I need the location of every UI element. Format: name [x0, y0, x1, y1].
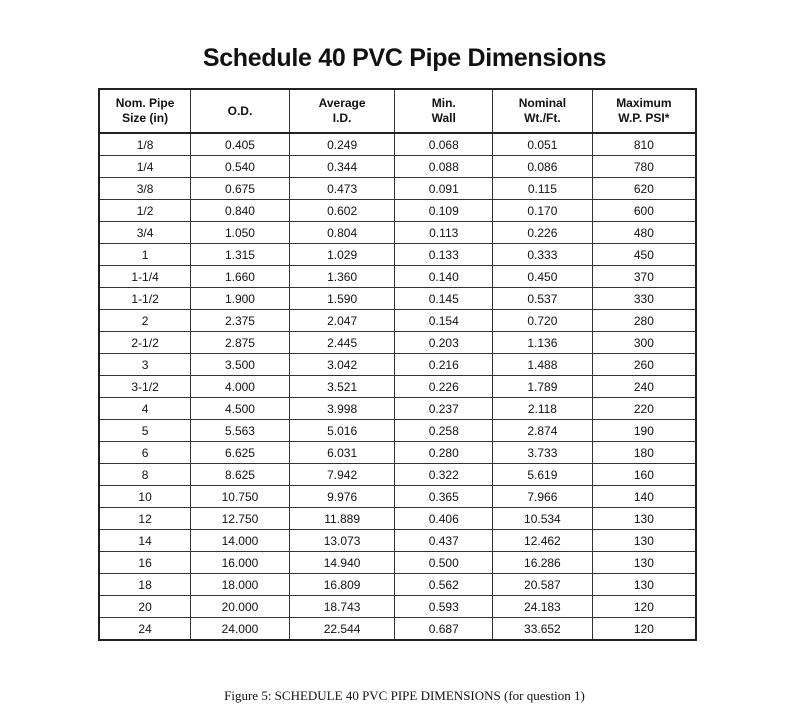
table-cell: 0.405: [191, 133, 290, 156]
table-cell: 6: [99, 442, 191, 464]
table-cell: 12.750: [191, 508, 290, 530]
table-cell: 140: [592, 486, 696, 508]
table-cell: 0.226: [493, 222, 593, 244]
table-cell: 16.000: [191, 552, 290, 574]
header-average-id-line: Average: [318, 96, 366, 110]
table-cell: 190: [592, 420, 696, 442]
table-row: [99, 332, 696, 354]
table-row: [99, 464, 696, 486]
table-cell: 10.534: [493, 508, 593, 530]
table-cell: 0.687: [395, 618, 493, 641]
table-cell: 120: [592, 596, 696, 618]
table-cell: 3.998: [289, 398, 395, 420]
table-body: [99, 133, 696, 640]
table-cell: 600: [592, 200, 696, 222]
table-cell: 0.258: [395, 420, 493, 442]
table-cell: 4.000: [191, 376, 290, 398]
table-cell: 1/8: [99, 133, 191, 156]
table-cell: 0.537: [493, 288, 593, 310]
header-max-wp-psi-line: W.P. PSI*: [618, 111, 670, 125]
header-nominal-wt: [493, 89, 593, 133]
table-cell: 0.237: [395, 398, 493, 420]
header-average-id-line: I.D.: [332, 111, 352, 125]
table-row: [99, 244, 696, 266]
table-cell: 7.966: [493, 486, 593, 508]
table-cell: 1.315: [191, 244, 290, 266]
table-cell: 1.360: [289, 266, 395, 288]
table-cell: 0.170: [493, 200, 593, 222]
table-cell: 13.073: [289, 530, 395, 552]
table-cell: 1.488: [493, 354, 593, 376]
table-cell: 22.544: [289, 618, 395, 641]
header-max-wp-psi-line: Maximum: [616, 96, 672, 110]
table-cell: 14.940: [289, 552, 395, 574]
table-cell: 1/2: [99, 200, 191, 222]
header-max-wp-psi: [592, 89, 696, 133]
table-cell: 20.000: [191, 596, 290, 618]
table-cell: 5.016: [289, 420, 395, 442]
table-cell: 7.942: [289, 464, 395, 486]
table-cell: 0.109: [395, 200, 493, 222]
table-cell: 1.590: [289, 288, 395, 310]
table-cell: 0.593: [395, 596, 493, 618]
table-cell: 16.809: [289, 574, 395, 596]
table-cell: 620: [592, 178, 696, 200]
table-cell: 12: [99, 508, 191, 530]
table-cell: 0.068: [395, 133, 493, 156]
header-min-wall: [395, 89, 493, 133]
table-cell: 2.047: [289, 310, 395, 332]
table-cell: 12.462: [493, 530, 593, 552]
table-cell: 0.500: [395, 552, 493, 574]
table-row: [99, 133, 696, 156]
table-cell: 0.344: [289, 156, 395, 178]
header-row: [99, 89, 696, 133]
pipe-dimensions-table: [98, 88, 697, 641]
header-nom-pipe-size-line: Size (in): [122, 111, 169, 125]
table-cell: 14: [99, 530, 191, 552]
table-cell: 0.088: [395, 156, 493, 178]
table-row: [99, 376, 696, 398]
table-cell: 130: [592, 574, 696, 596]
header-od: [191, 89, 290, 133]
table-cell: 2.445: [289, 332, 395, 354]
table-cell: 1.050: [191, 222, 290, 244]
table-cell: 330: [592, 288, 696, 310]
table-row: [99, 178, 696, 200]
table-cell: 0.333: [493, 244, 593, 266]
table-cell: 0.450: [493, 266, 593, 288]
table-row: [99, 398, 696, 420]
table-cell: 0.280: [395, 442, 493, 464]
table-cell: 450: [592, 244, 696, 266]
table-cell: 5: [99, 420, 191, 442]
table-cell: 1: [99, 244, 191, 266]
table-cell: 3.500: [191, 354, 290, 376]
table-cell: 1.660: [191, 266, 290, 288]
table-cell: 160: [592, 464, 696, 486]
table-cell: 120: [592, 618, 696, 641]
table-cell: 0.145: [395, 288, 493, 310]
table-row: [99, 486, 696, 508]
table-cell: 0.115: [493, 178, 593, 200]
header-od-line: O.D.: [227, 103, 253, 118]
table-cell: 10: [99, 486, 191, 508]
table-cell: 3: [99, 354, 191, 376]
table-cell: 6.625: [191, 442, 290, 464]
table-cell: 10.750: [191, 486, 290, 508]
table-row: [99, 530, 696, 552]
table-row: [99, 266, 696, 288]
table-row: [99, 574, 696, 596]
table-cell: 16: [99, 552, 191, 574]
table-cell: 3/4: [99, 222, 191, 244]
table-cell: 1-1/4: [99, 266, 191, 288]
table-cell: 0.154: [395, 310, 493, 332]
table-cell: 180: [592, 442, 696, 464]
table-cell: 0.804: [289, 222, 395, 244]
table-cell: 2.375: [191, 310, 290, 332]
header-nominal-wt-line: Nominal: [518, 96, 567, 110]
table-cell: 0.113: [395, 222, 493, 244]
table-cell: 220: [592, 398, 696, 420]
table-cell: 1.789: [493, 376, 593, 398]
header-min-wall-line: Min.: [431, 96, 456, 110]
table-row: [99, 200, 696, 222]
table-cell: 2.874: [493, 420, 593, 442]
table-cell: 2.118: [493, 398, 593, 420]
table-cell: 14.000: [191, 530, 290, 552]
table-row: [99, 420, 696, 442]
table-cell: 9.976: [289, 486, 395, 508]
table-cell: 3.042: [289, 354, 395, 376]
table-cell: 18.743: [289, 596, 395, 618]
table-cell: 0.365: [395, 486, 493, 508]
table-cell: 0.602: [289, 200, 395, 222]
table-cell: 130: [592, 530, 696, 552]
header-min-wall-line: Wall: [431, 111, 456, 125]
table-cell: 0.226: [395, 376, 493, 398]
table-cell: 20: [99, 596, 191, 618]
table-cell: 24.000: [191, 618, 290, 641]
header-nom-pipe-size-line: Nom. Pipe: [115, 96, 175, 110]
table-cell: 0.133: [395, 244, 493, 266]
table-cell: 24: [99, 618, 191, 641]
table-cell: 18: [99, 574, 191, 596]
table-cell: 1.900: [191, 288, 290, 310]
table-cell: 4: [99, 398, 191, 420]
table-cell: 810: [592, 133, 696, 156]
table-row: [99, 222, 696, 244]
table-cell: 0.086: [493, 156, 593, 178]
table-cell: 280: [592, 310, 696, 332]
table-row: [99, 552, 696, 574]
figure-caption: Figure 5: SCHEDULE 40 PVC PIPE DIMENSIONS (for question 1): [224, 688, 585, 703]
table-row: [99, 310, 696, 332]
table-cell: 0.322: [395, 464, 493, 486]
table-cell: 0.437: [395, 530, 493, 552]
table-cell: 0.540: [191, 156, 290, 178]
table-cell: 18.000: [191, 574, 290, 596]
table-cell: 370: [592, 266, 696, 288]
table-row: [99, 288, 696, 310]
table-cell: 5.619: [493, 464, 593, 486]
table-cell: 0.140: [395, 266, 493, 288]
table-cell: 8.625: [191, 464, 290, 486]
table-row: [99, 156, 696, 178]
table-cell: 480: [592, 222, 696, 244]
table-cell: 1/4: [99, 156, 191, 178]
table-cell: 3-1/2: [99, 376, 191, 398]
table-cell: 1.029: [289, 244, 395, 266]
table-cell: 33.652: [493, 618, 593, 641]
table-cell: 0.051: [493, 133, 593, 156]
table-cell: 130: [592, 508, 696, 530]
table-cell: 0.675: [191, 178, 290, 200]
table-row: [99, 508, 696, 530]
table-cell: 3.733: [493, 442, 593, 464]
table-cell: 0.406: [395, 508, 493, 530]
table-cell: 11.889: [289, 508, 395, 530]
table-cell: 2-1/2: [99, 332, 191, 354]
table-cell: 260: [592, 354, 696, 376]
table-cell: 24.183: [493, 596, 593, 618]
table-cell: 0.091: [395, 178, 493, 200]
table-cell: 300: [592, 332, 696, 354]
header-nom-pipe-size: [99, 89, 191, 133]
table-cell: 2.875: [191, 332, 290, 354]
table-cell: 6.031: [289, 442, 395, 464]
table-row: [99, 442, 696, 464]
table-cell: 0.473: [289, 178, 395, 200]
table-cell: 20.587: [493, 574, 593, 596]
table-cell: 4.500: [191, 398, 290, 420]
table-row: [99, 618, 696, 641]
table-cell: 2: [99, 310, 191, 332]
table-cell: 0.203: [395, 332, 493, 354]
table-cell: 1.136: [493, 332, 593, 354]
table-cell: 240: [592, 376, 696, 398]
table-cell: 0.720: [493, 310, 593, 332]
table-cell: 130: [592, 552, 696, 574]
table-cell: 0.249: [289, 133, 395, 156]
table-title: Schedule 40 PVC Pipe Dimensions: [202, 44, 607, 72]
table-cell: 0.840: [191, 200, 290, 222]
header-average-id: [289, 89, 395, 133]
table-cell: 8: [99, 464, 191, 486]
table-row: [99, 354, 696, 376]
table-cell: 3/8: [99, 178, 191, 200]
table-row: [99, 596, 696, 618]
table-cell: 780: [592, 156, 696, 178]
table-cell: 16.286: [493, 552, 593, 574]
table-cell: 1-1/2: [99, 288, 191, 310]
table-cell: 3.521: [289, 376, 395, 398]
header-nominal-wt-line: Wt./Ft.: [524, 111, 561, 125]
table-cell: 5.563: [191, 420, 290, 442]
table-cell: 0.562: [395, 574, 493, 596]
table-cell: 0.216: [395, 354, 493, 376]
